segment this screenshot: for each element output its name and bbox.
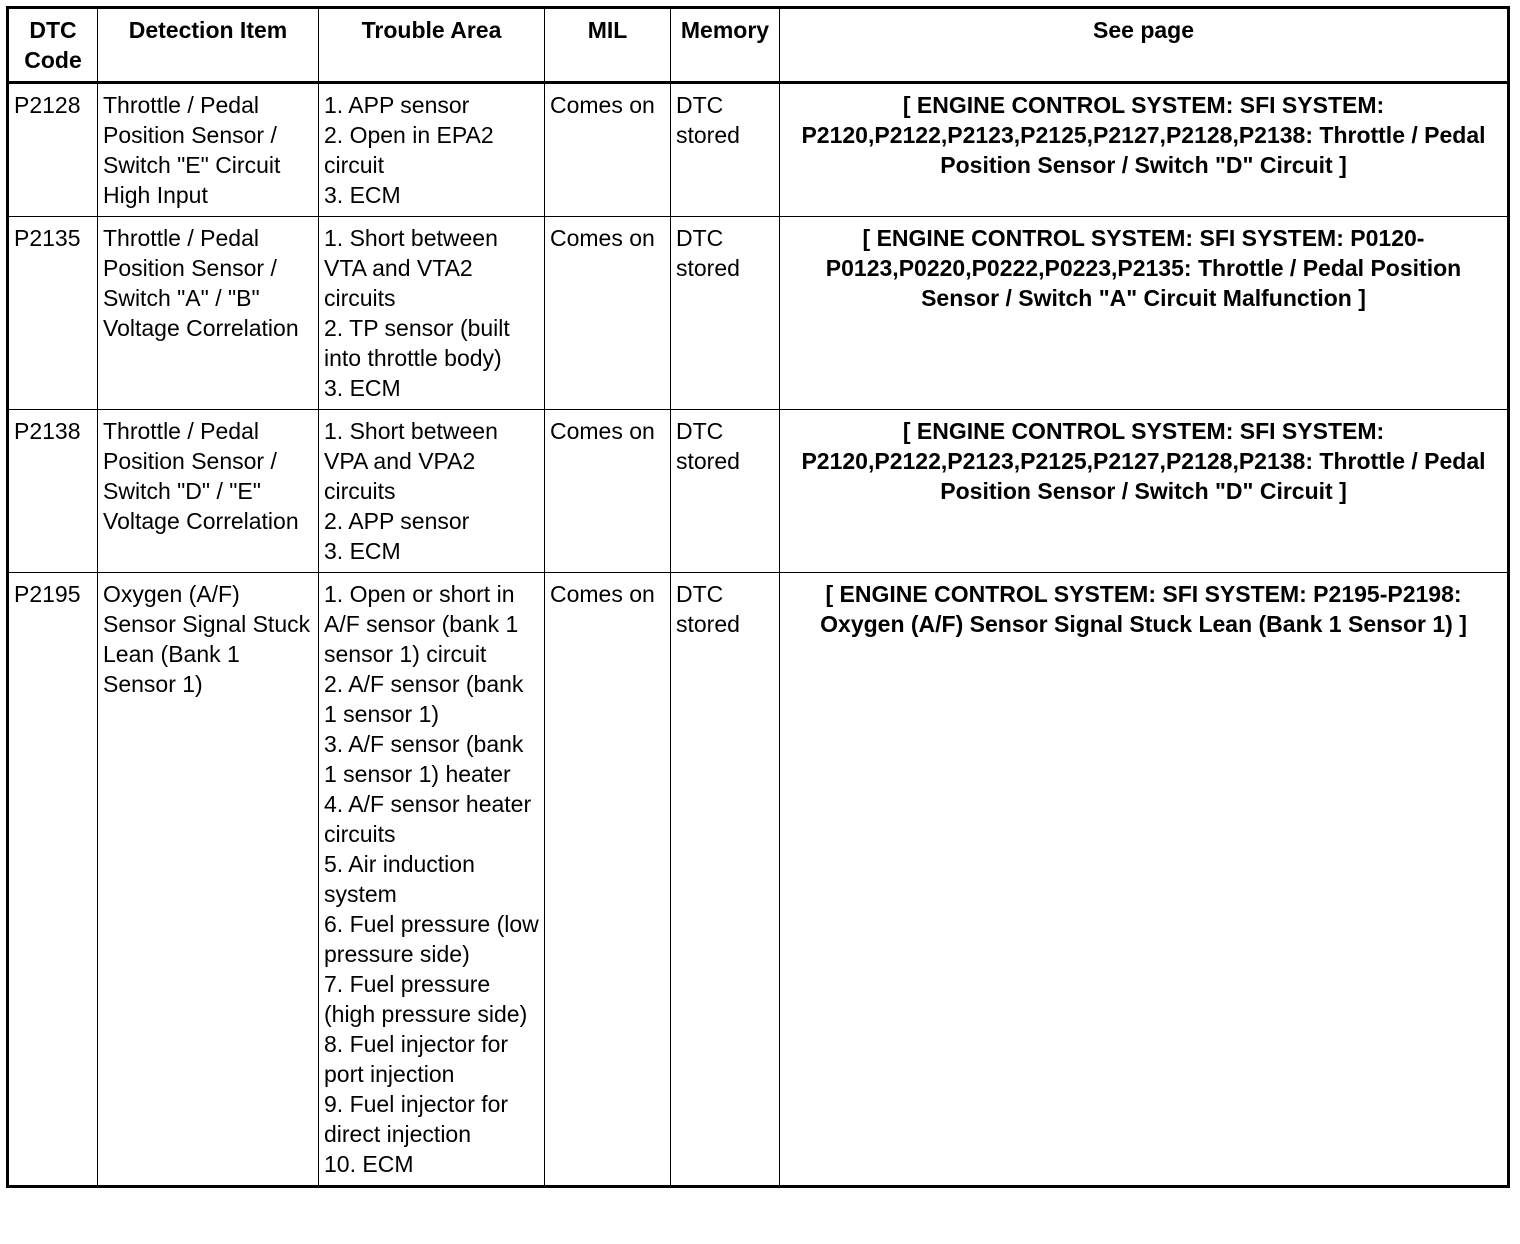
trouble-area-cell <box>319 83 545 217</box>
table-row <box>8 410 1509 573</box>
trouble-area-cell <box>319 573 545 1187</box>
trouble-area-item: 1. Short between VTA and VTA2 circuits <box>324 225 498 311</box>
mil-cell: Comes on <box>545 83 671 217</box>
trouble-area-item: 1. APP sensor <box>324 92 470 118</box>
detection-item-cell: Throttle / Pedal Position Sensor / Switch "A" / "B" Voltage Correlation <box>98 217 319 410</box>
see-page-cell: [ ENGINE CONTROL SYSTEM: SFI SYSTEM: P0120-P0123,P0220,P0222,P0223,P2135: Throttle / Pedal Position Sensor / Switch "A" Circuit Malfunction ] <box>780 217 1509 410</box>
trouble-area-item: 2. APP sensor <box>324 508 470 534</box>
dtc-code-cell: P2195 <box>8 573 98 1187</box>
trouble-area-item: 3. A/F sensor (bank 1 sensor 1) heater <box>324 731 524 787</box>
trouble-area-item: 9. Fuel injector for direct injection <box>324 1091 509 1147</box>
table-body <box>8 83 1509 1187</box>
memory-cell: DTC stored <box>671 217 780 410</box>
table-header <box>8 8 1509 83</box>
see-page-cell: [ ENGINE CONTROL SYSTEM: SFI SYSTEM: P2195-P2198: Oxygen (A/F) Sensor Signal Stuck Lean (Bank 1 Sensor 1) ] <box>780 573 1509 1187</box>
trouble-area-item: 3. ECM <box>324 375 401 401</box>
table-row <box>8 217 1509 410</box>
trouble-area-item: 8. Fuel injector for port injection <box>324 1031 509 1087</box>
header-dtc-code-line2: Code <box>24 47 82 73</box>
dtc-table <box>6 6 1510 1188</box>
trouble-area-item: 2. A/F sensor (bank 1 sensor 1) <box>324 671 524 727</box>
trouble-area-item: 2. TP sensor (built into throttle body) <box>324 315 510 371</box>
trouble-area-item: 2. Open in EPA2 circuit <box>324 122 494 178</box>
header-mil: MIL <box>545 8 671 83</box>
memory-cell: DTC stored <box>671 573 780 1187</box>
trouble-area-cell <box>319 410 545 573</box>
header-detection-item: Detection Item <box>98 8 319 83</box>
trouble-area-item: 3. ECM <box>324 538 401 564</box>
memory-cell: DTC stored <box>671 83 780 217</box>
detection-item-cell: Oxygen (A/F) Sensor Signal Stuck Lean (Bank 1 Sensor 1) <box>98 573 319 1187</box>
header-dtc-code-line1: DTC <box>29 17 77 43</box>
dtc-code-cell: P2135 <box>8 217 98 410</box>
see-page-cell: [ ENGINE CONTROL SYSTEM: SFI SYSTEM: P2120,P2122,P2123,P2125,P2127,P2128,P2138: Throttle / Pedal Position Sensor / Switch "D" Circuit ] <box>780 83 1509 217</box>
table-row <box>8 573 1509 1187</box>
dtc-code-cell: P2128 <box>8 83 98 217</box>
trouble-area-item: 7. Fuel pressure (high pressure side) <box>324 971 528 1027</box>
see-page-cell: [ ENGINE CONTROL SYSTEM: SFI SYSTEM: P2120,P2122,P2123,P2125,P2127,P2128,P2138: Throttle / Pedal Position Sensor / Switch "D" Circuit ] <box>780 410 1509 573</box>
trouble-area-item: 1. Open or short in A/F sensor (bank 1 sensor 1) circuit <box>324 581 519 667</box>
trouble-area-item: 1. Short between VPA and VPA2 circuits <box>324 418 498 504</box>
trouble-area-item: 10. ECM <box>324 1151 414 1177</box>
trouble-area-item: 6. Fuel pressure (low pressure side) <box>324 911 539 967</box>
dtc-code-cell: P2138 <box>8 410 98 573</box>
trouble-area-cell <box>319 217 545 410</box>
mil-cell: Comes on <box>545 573 671 1187</box>
mil-cell: Comes on <box>545 217 671 410</box>
header-trouble-area: Trouble Area <box>319 8 545 83</box>
trouble-area-item: 3. ECM <box>324 182 401 208</box>
mil-cell: Comes on <box>545 410 671 573</box>
trouble-area-item: 5. Air induction system <box>324 851 475 907</box>
header-dtc-code <box>8 8 98 83</box>
detection-item-cell: Throttle / Pedal Position Sensor / Switch "E" Circuit High Input <box>98 83 319 217</box>
detection-item-cell: Throttle / Pedal Position Sensor / Switch "D" / "E" Voltage Correlation <box>98 410 319 573</box>
memory-cell: DTC stored <box>671 410 780 573</box>
header-see-page: See page <box>780 8 1509 83</box>
trouble-area-item: 4. A/F sensor heater circuits <box>324 791 532 847</box>
table-row <box>8 83 1509 217</box>
header-row <box>8 8 1509 83</box>
header-memory: Memory <box>671 8 780 83</box>
